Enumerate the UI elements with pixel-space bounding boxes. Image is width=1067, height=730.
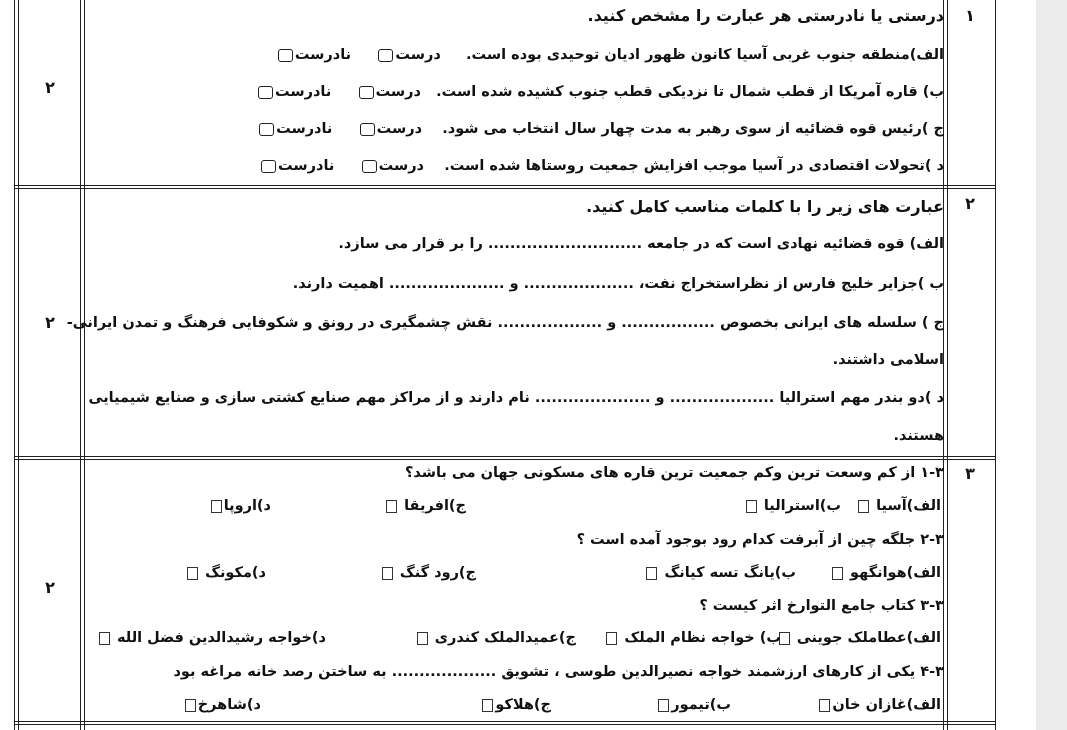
option-label: الف)عطاملک جوینی: [796, 630, 941, 646]
mcq-option[interactable]: [415, 630, 576, 646]
option-label: د)شاهرخ: [197, 697, 261, 713]
frame-line: [18, 0, 19, 730]
false-checkbox[interactable]: [278, 49, 293, 62]
tf-statement: ج )رئیس قوه قضائیه از سوی رهبر به مدت چهار سال انتخاب می شود.: [442, 121, 944, 137]
option-checkbox[interactable]: [386, 500, 397, 513]
mcq-option[interactable]: [384, 498, 466, 514]
option-label: د)خواجه رشیدالدین فضل الله: [116, 630, 326, 646]
true-checkbox[interactable]: [360, 123, 375, 136]
option-label: الف)هوانگهو: [850, 565, 941, 581]
option-label: الف)غازان خان: [832, 697, 941, 713]
tf-statement: د )تحولات اقتصادی در آسیا موجب افزایش جمعیت روستاها شده است.: [444, 158, 944, 174]
frame-line: [80, 0, 81, 730]
question-number: ۱: [965, 6, 975, 25]
option-label: د)مکونگ: [205, 565, 266, 581]
true-label: درست: [375, 84, 421, 100]
option-checkbox[interactable]: [99, 632, 110, 645]
false-checkbox[interactable]: [258, 86, 273, 99]
mcq-option[interactable]: [480, 697, 551, 713]
option-label: ب)استرالیا: [763, 498, 841, 514]
question-number: ۲: [965, 194, 975, 213]
option-label: ب) خواجه نظام الملک: [624, 630, 781, 646]
option-checkbox[interactable]: [185, 699, 196, 712]
tf-item: [257, 121, 944, 137]
fill-blank-line: د )دو بندر مهم استرالیا ................... و ..................... نام دارند و از مراکز مهم صنایع کشتی سازی و صنایع شیمیایی: [88, 390, 944, 406]
option-label: ج)رود گنگ: [399, 565, 476, 581]
row-divider: [14, 188, 995, 189]
tf-statement: الف)منطقه جنوب غربی آسیا کانون ظهور ادیان توحیدی بوده است.: [466, 47, 944, 63]
question-title: عبارت های زیر را با کلمات مناسب کامل کنید.: [586, 197, 944, 216]
option-checkbox[interactable]: [606, 632, 617, 645]
tf-item: [259, 158, 944, 174]
tf-item: [276, 47, 944, 63]
fill-blank-line: ب )جزایر خلیج فارس از نظراستخراج نفت، .................... و ..................... اهمیت دارند.: [292, 276, 944, 292]
mcq-option[interactable]: [604, 630, 781, 646]
option-checkbox[interactable]: [832, 567, 843, 580]
mcq-question: ۲-۳ جلگه چین از آبرفت کدام رود بوجود آمده است ؟: [576, 532, 944, 548]
false-label: نادرست: [294, 47, 352, 63]
option-checkbox[interactable]: [646, 567, 657, 580]
mcq-option[interactable]: [777, 630, 941, 646]
row-divider: [14, 724, 995, 725]
tf-statement: ب) قاره آمریکا از قطب شمال تا نزدیکی قطب جنوب کشیده شده است.: [436, 84, 944, 100]
fill-blank-line: ج ) سلسله های ایرانی بخصوص ................. و ................... نقش چشمگیری در رونق و شکوفایی فرهنگ و تمدن ایرانی-: [66, 315, 944, 331]
mcq-question: ۴-۳ یکی از کارهای ارزشمند خواجه نصیرالدین طوسی ، تشویق ................... به ساختن رصد خانه مراغه بود: [173, 664, 944, 680]
option-checkbox[interactable]: [858, 500, 869, 513]
mcq-option[interactable]: [644, 565, 796, 581]
option-checkbox[interactable]: [819, 699, 830, 712]
frame-line: [995, 0, 996, 730]
mcq-option[interactable]: [185, 565, 266, 581]
false-label: نادرست: [276, 121, 333, 137]
row-divider: [14, 721, 995, 722]
mcq-option[interactable]: [856, 498, 941, 514]
option-label: ب)یانگ تسه کیانگ: [664, 565, 796, 581]
mcq-option[interactable]: [656, 697, 731, 713]
true-checkbox[interactable]: [359, 86, 374, 99]
true-label: درست: [376, 121, 423, 137]
mcq-option[interactable]: [744, 498, 841, 514]
question-number: ۳: [965, 464, 975, 483]
false-checkbox[interactable]: [259, 123, 274, 136]
true-checkbox[interactable]: [362, 160, 377, 173]
fill-blank-line: هستند.: [893, 428, 944, 444]
row-divider: [14, 459, 995, 460]
fill-blank-line: الف) قوه قضائیه نهادی است که در جامعه ............................ را بر قرار می سازد.: [338, 236, 944, 252]
mcq-option[interactable]: [380, 565, 476, 581]
mcq-question: ۱-۳ از کم وسعت ترین وکم جمعیت ترین قاره های مسکونی جهان می باشد؟: [404, 465, 944, 481]
mcq-option[interactable]: [817, 697, 941, 713]
row-divider: [14, 456, 995, 457]
option-label: الف)آسیا: [876, 498, 941, 514]
option-label: ج)هلاکو: [495, 697, 551, 713]
frame-line: [84, 0, 85, 730]
option-label: ب)تیمور: [671, 697, 731, 713]
mcq-question: ۳-۳ کتاب جامع التوارخ اثر کیست ؟: [699, 598, 944, 614]
frame-line: [947, 0, 948, 730]
false-label: نادرست: [275, 84, 332, 100]
false-checkbox[interactable]: [261, 160, 276, 173]
option-checkbox[interactable]: [658, 699, 669, 712]
fill-blank-line: اسلامی داشتند.: [832, 352, 944, 368]
mcq-option[interactable]: [97, 630, 326, 646]
option-checkbox[interactable]: [746, 500, 757, 513]
true-checkbox[interactable]: [378, 49, 393, 62]
option-label: ج)عمیدالملک کندری: [434, 630, 576, 646]
mcq-option[interactable]: [209, 498, 271, 514]
true-label: درست: [395, 47, 441, 63]
question-title: درستی یا نادرستی هر عبارت را مشخص کنید.: [587, 6, 944, 25]
question-score: ۲: [45, 578, 55, 597]
frame-line: [14, 0, 15, 730]
question-score: ۲: [45, 313, 55, 332]
false-label: نادرست: [278, 158, 335, 174]
mcq-option[interactable]: [830, 565, 941, 581]
option-checkbox[interactable]: [382, 567, 393, 580]
page-gutter: [1036, 0, 1067, 730]
true-label: درست: [378, 158, 424, 174]
option-label: د)اروپا: [223, 498, 271, 514]
row-divider: [14, 185, 995, 186]
option-checkbox[interactable]: [211, 500, 222, 513]
option-checkbox[interactable]: [482, 699, 493, 712]
option-label: ج)افریقا: [404, 498, 466, 514]
question-score: ۲: [45, 78, 55, 97]
option-checkbox[interactable]: [417, 632, 428, 645]
mcq-option[interactable]: [183, 697, 261, 713]
tf-item: [256, 84, 944, 100]
option-checkbox[interactable]: [187, 567, 198, 580]
